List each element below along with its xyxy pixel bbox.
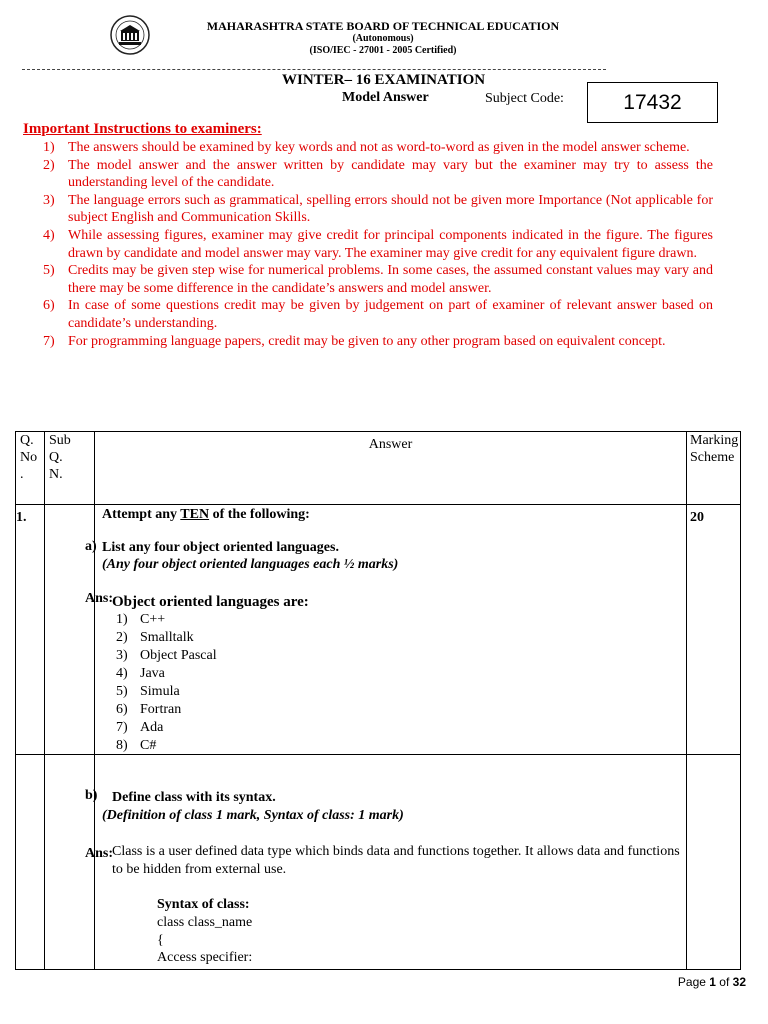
header-marking-line: Marking (690, 433, 739, 448)
instruction-item (23, 333, 713, 351)
instruction-number: 3) (43, 192, 55, 208)
page-current: 1 (709, 975, 716, 989)
answer-b-definition: Class is a user defined data type which binds data and functions together. It allows data and functions to be hidden from external use. (112, 844, 680, 877)
list-item (95, 737, 686, 755)
list-number: 5) (116, 684, 128, 699)
page-indicator (678, 975, 746, 989)
instruction-number: 5) (43, 263, 55, 279)
instruction-number: 2) (43, 157, 55, 173)
language-name: Java (140, 666, 165, 681)
list-item (95, 719, 686, 737)
header-qno (16, 432, 45, 505)
instruction-text: In case of some questions credit may be given by judgement on part of examiner of relevant answer based on candidate’s understanding. (68, 298, 713, 331)
header-subq (45, 432, 95, 505)
list-number: 3) (116, 648, 128, 663)
instruction-text: Credits may be given step wise for numerical problems. In some cases, the assumed constant values may vary and there may be some difference in the candidate’s answers and model answer. (68, 263, 713, 296)
list-number: 2) (116, 630, 128, 645)
instruction-text: The answers should be examined by key words and not as word-to-word as given in the model answer scheme. (68, 140, 690, 155)
instruction-item (23, 157, 713, 192)
header-qno-line: . (20, 467, 24, 482)
answer-cell-q1a (95, 505, 687, 755)
marks-cell-empty (687, 755, 741, 970)
ans-label: Ans: (85, 591, 114, 606)
syntax-line: Access specifier: (157, 950, 253, 965)
marks-cell: 20 (687, 505, 741, 755)
instruction-text: For programming language papers, credit may be given to any other program based on equivalent concept. (68, 333, 666, 349)
list-item (95, 629, 686, 647)
subject-code-box: 17432 (587, 82, 718, 123)
instruction-item (23, 192, 713, 227)
syntax-line: class class_name (157, 915, 253, 930)
instruction-number: 4) (43, 227, 55, 243)
question-number: 1. (16, 505, 45, 755)
list-item (95, 611, 686, 629)
answer-table (15, 431, 741, 970)
header-subq-line: Q. (49, 450, 63, 465)
header-qno-line: No (20, 450, 38, 465)
instruction-text: The language errors such as grammatical, spelling errors should not be given more Importance (Not applicable for subject English and Communication Skills. (68, 192, 713, 226)
q1-instruction (102, 507, 310, 523)
header-answer: Answer (95, 432, 687, 505)
list-number: 6) (116, 702, 128, 717)
subq-label-b: b) (85, 788, 98, 803)
header-divider (22, 69, 606, 70)
header-subq-line: N. (49, 467, 63, 482)
syntax-heading: Syntax of class: (157, 897, 250, 912)
instruction-number: 6) (43, 298, 55, 314)
exam-title: WINTER– 16 EXAMINATION (282, 72, 486, 88)
list-number: 8) (116, 738, 128, 753)
list-number: 4) (116, 666, 128, 681)
header-marking (687, 432, 741, 505)
list-item (95, 701, 686, 719)
syntax-line: { (157, 933, 164, 948)
page-word: Page (677, 975, 710, 989)
question-number-empty (16, 755, 45, 970)
language-name: C# (140, 738, 157, 753)
autonomous-label: (Autonomous) (352, 33, 414, 45)
question-b-text: Define class with its syntax. (112, 790, 276, 805)
list-number: 1) (116, 612, 128, 627)
subject-code-label: Subject Code: (485, 91, 564, 106)
page-total: 32 (732, 975, 746, 989)
subq-label-a: a) (85, 539, 97, 554)
subq-cell (45, 505, 114, 755)
language-name: Object Pascal (140, 648, 217, 663)
header-marking-line: Scheme (690, 450, 735, 465)
msbte-logo-icon (109, 14, 151, 56)
model-answer-label: Model Answer (342, 90, 429, 105)
question-a-marking: (Any four object oriented languages each ½ marks) (102, 557, 399, 572)
header-qno-line: Q. (20, 433, 34, 448)
subq-cell (45, 755, 114, 970)
instruction-item (23, 139, 713, 157)
question-a-text: List any four object oriented languages. (102, 540, 339, 555)
answer-a-heading: Object oriented languages are: (112, 594, 309, 610)
instructions-title: Important Instructions to examiners: (23, 121, 262, 137)
instruction-number: 1) (43, 140, 55, 155)
language-name: Fortran (140, 702, 182, 717)
instruction-prefix: Attempt any (102, 507, 181, 522)
ans-label: Ans: (85, 846, 114, 861)
instruction-text: The model answer and the answer written by candidate may vary but the examiner may try to assess the understanding level of the candidate. (68, 157, 713, 191)
language-name: Ada (140, 720, 164, 735)
table-header-row (16, 432, 741, 505)
certification-label: (ISO/IEC - 27001 - 2005 Certified) (309, 45, 457, 57)
list-number: 7) (116, 720, 128, 735)
table-row-q1a (16, 505, 741, 755)
table-row-q1b (16, 755, 741, 970)
instruction-emphasis: TEN (180, 507, 210, 522)
instruction-text: While assessing figures, examiner may give credit for principal components indicated in the figure. The figures drawn by candidate and model answer may vary. The examiner may give credit for any equivalent figure drawn. (68, 227, 713, 261)
language-name: Smalltalk (140, 630, 194, 645)
instructions-list (23, 139, 713, 350)
organization-header (160, 19, 606, 57)
board-name: MAHARASHTRA STATE BOARD OF TECHNICAL EDUCATION (206, 19, 560, 33)
languages-list (95, 611, 686, 755)
instruction-suffix: of the following: (209, 507, 310, 522)
instruction-item (23, 227, 713, 262)
list-item (95, 647, 686, 665)
question-b-marking: (Definition of class 1 mark, Syntax of class: 1 mark) (102, 808, 404, 823)
list-item (95, 683, 686, 701)
language-name: Simula (140, 684, 180, 699)
instruction-item (23, 262, 713, 297)
header-subq-line: Sub (49, 433, 71, 448)
instruction-number: 7) (43, 333, 55, 349)
answer-cell-q1b (95, 755, 687, 970)
instruction-item (23, 297, 713, 332)
language-name: C++ (140, 612, 166, 627)
of-word: of (715, 975, 733, 989)
list-item (95, 665, 686, 683)
